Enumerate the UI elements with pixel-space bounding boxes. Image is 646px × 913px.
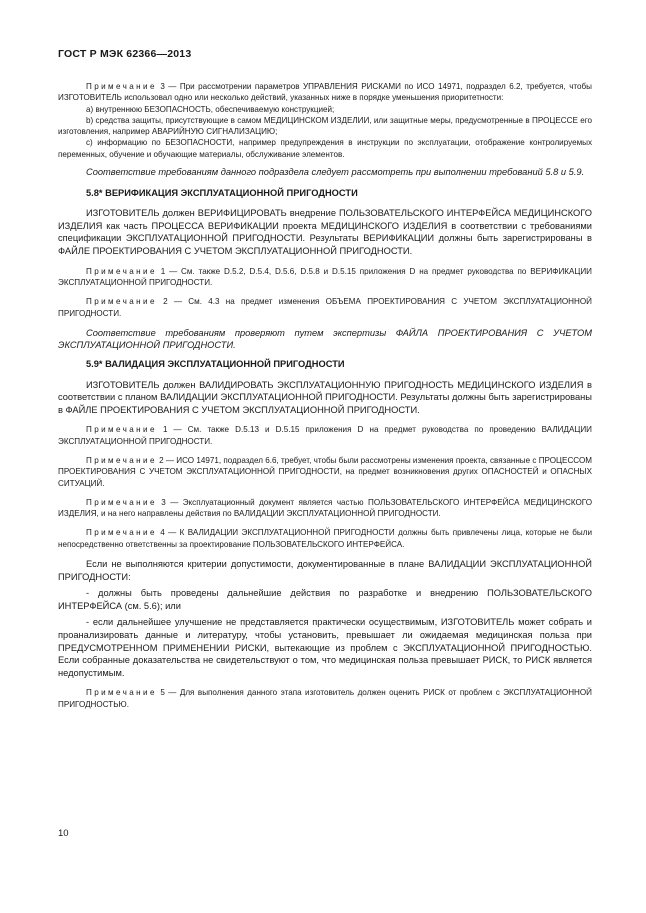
compliance-statement: Соответствие требованиям проверяют путем экспертизы ФАЙЛА ПРОЕКТИРОВАНИЯ С УЧЕТОМ ЭКСПЛУАТАЦИОННОЙ ПРИГОДНОСТИ.: [58, 327, 592, 351]
list-item: c) информацию по БЕЗОПАСНОСТИ, например предупреждения в инструкции по эксплуатации, отображение контролируемых переменных, обучение и обучающие материалы, обслуживание элементов.: [58, 138, 592, 159]
list-item: а) внутреннюю БЕЗОПАСНОСТЬ, обеспечиваемую конструкцией;: [86, 104, 335, 114]
note-text: 3 — Эксплуатационный документ является частью ПОЛЬЗОВАТЕЛЬСКОГО ИНТЕРФЕЙСА МЕДИЦИНСКОГО ИЗДЕЛИЯ, и на него направлены действия по ВАЛИДАЦИИ ЭКСПЛУАТАЦИОННОЙ ПРИГОДНОСТИ.: [58, 497, 592, 519]
document-page: [58, 48, 592, 710]
body-paragraph: Если не выполняются критерии допустимости, документированные в плане ВАЛИДАЦИИ ЭКСПЛУАТАЦИОННОЙ ПРИГОДНОСТИ:: [58, 559, 592, 582]
note-text: 5 — Для выполнения данного этапа изготовитель должен оценить РИСК от проблем с ЭКСПЛУАТАЦИОННОЙ ПРИГОДНОСТЬЮ.: [58, 688, 592, 709]
note-paragraph: [58, 424, 592, 447]
note-paragraph: [58, 455, 592, 489]
note-label: Примечание: [86, 82, 157, 91]
note-label: Примечание: [86, 297, 157, 307]
note-text: 2 — См. 4.3 на предмет изменения ОБЪЕМА ПРОЕКТИРОВАНИЯ С УЧЕТОМ ЭКСПЛУАТАЦИОННОЙ ПРИГОДНОСТИ.: [58, 297, 592, 318]
note-label: Примечание: [86, 497, 157, 507]
note-paragraph: [58, 497, 592, 520]
note-paragraph: [58, 296, 592, 319]
note-label: Примечание: [86, 425, 157, 435]
section-heading: 5.9* ВАЛИДАЦИЯ ЭКСПЛУАТАЦИОННОЙ ПРИГОДНОСТИ: [86, 359, 345, 370]
body-paragraph: ИЗГОТОВИТЕЛЬ должен ВАЛИДИРОВАТЬ ЭКСПЛУАТАЦИОННУЮ ПРИГОДНОСТЬ МЕДИЦИНСКОГО ИЗДЕЛИЯ в соответствии с планом ВАЛИДАЦИИ ЭКСПЛУАТАЦИОННОЙ ПРИГОДНОСТИ. Результаты должны быть зарегистрированы в ФАЙЛЕ ПРОЕКТИРОВАНИЯ С УЧЕТОМ ЭКСПЛУАТАЦИОННОЙ ПРИГОДНОСТИ.: [58, 379, 592, 415]
note-text: 1 — См. также D.5.13 и D.5.15 приложения D на предмет руководства по проведению ВАЛИДАЦИИ ЭКСПЛУАТАЦИОННОЙ ПРИГОДНОСТИ.: [58, 425, 593, 446]
body-paragraph: ИЗГОТОВИТЕЛЬ должен ВЕРИФИЦИРОВАТЬ внедрение ПОЛЬЗОВАТЕЛЬСКОГО ИНТЕРФЕЙСА МЕДИЦИНСКОГО ИЗДЕЛИЯ как часть ПРОЦЕССА ВЕРИФИКАЦИИ проекта МЕДИЦИНСКОГО ИЗДЕЛИЯ в соответствии с требованиями спецификации ЭКСПЛУАТАЦИОННОЙ ПРИГОДНОСТИ. Результаты ВЕРИФИКАЦИИ должны быть зарегистрированы в ФАЙЛЕ ПРОЕКТИРОВАНИЯ С УЧЕТОМ ЭКСПЛУАТАЦИОННОЙ ПРИГОДНОСТИ.: [58, 208, 592, 257]
note-paragraph: [58, 81, 592, 104]
note-paragraph: [58, 266, 592, 289]
list-item: - если дальнейшее улучшение не представляется практически осуществимым, ИЗГОТОВИТЕЛЬ может собрать и проанализировать данные и литературу, чтобы установить, превышает ли ожидаемая медицинская польза при ПРЕДУСМОТРЕННОМ ПРИМЕНЕНИИ РИСКИ, вытекающие из проблем с ЭКСПЛУАТАЦИОННОЙ ПРИГОДНОСТЬЮ. Если собранные доказательства не свидетельствуют о том, что медицинская польза превышает РИСК, то РИСК является недопустимым.: [58, 617, 592, 678]
note-label: Примечание: [86, 528, 157, 538]
compliance-statement: Соответствие требованиям данного подраздела следует рассмотреть при выполнении требований 5.8 и 5.9.: [86, 167, 585, 178]
note-text: 2 — ИСО 14971, подраздел 6.6, требует, чтобы были рассмотрены изменения проекта, связанные с ПРОЦЕССОМ ПРОЕКТИРОВАНИЯ С УЧЕТОМ ЭКСПЛУАТАЦИОННОЙ ПРИГОДНОСТИ, на предмет возникновения других ОПАСНОСТЕЙ и ОПАСНЫХ СИТУАЦИЙ.: [58, 455, 592, 488]
note-text: 4 — К ВАЛИДАЦИИ ЭКСПЛУАТАЦИОННОЙ ПРИГОДНОСТИ должны быть привлечены лица, которые не были непосредственно ответственны за проектирование ПОЛЬЗОВАТЕЛЬСКОГО ИНТЕРФЕЙСА.: [58, 528, 592, 549]
standard-header: ГОСТ Р МЭК 62366—2013: [58, 48, 192, 60]
note-label: Примечание: [86, 266, 157, 276]
note-label: Примечание: [86, 688, 157, 698]
note-text: 1 — См. также D.5.2, D.5.4, D.5.6, D.5.8 и D.5.15 приложения D на предмет руководства по ВЕРИФИКАЦИИ ЭКСПЛУАТАЦИОННОЙ ПРИГОДНОСТИ.: [58, 266, 592, 287]
list-item: - должны быть проведены дальнейшие действия по разработке и внедрению ПОЛЬЗОВАТЕЛЬСКОГО ИНТЕРФЕЙСА (см. 5.6); или: [58, 588, 592, 611]
note-paragraph: [58, 527, 592, 550]
note-text: 3 — При рассмотрении параметров УПРАВЛЕНИЯ РИСКАМИ по ИСО 14971, подраздел 6.2, требуется, чтобы ИЗГОТОВИТЕЛЬ использовал одно или несколько действий, указанных ниже в порядке уменьшения приоритетности:: [58, 82, 593, 103]
page-number: 10: [58, 828, 69, 839]
section-heading: 5.8* ВЕРИФИКАЦИЯ ЭКСПЛУАТАЦИОННОЙ ПРИГОДНОСТИ: [86, 187, 358, 198]
list-item: b) средства защиты, присутствующие в самом МЕДИЦИНСКОМ ИЗДЕЛИИ, или защитные меры, предусмотренные в ПРОЦЕССЕ его изготовления, например АВАРИЙНУЮ СИГНАЛИЗАЦИЮ;: [58, 115, 592, 137]
note-label: Примечание: [86, 455, 157, 465]
note-paragraph: [58, 687, 592, 710]
